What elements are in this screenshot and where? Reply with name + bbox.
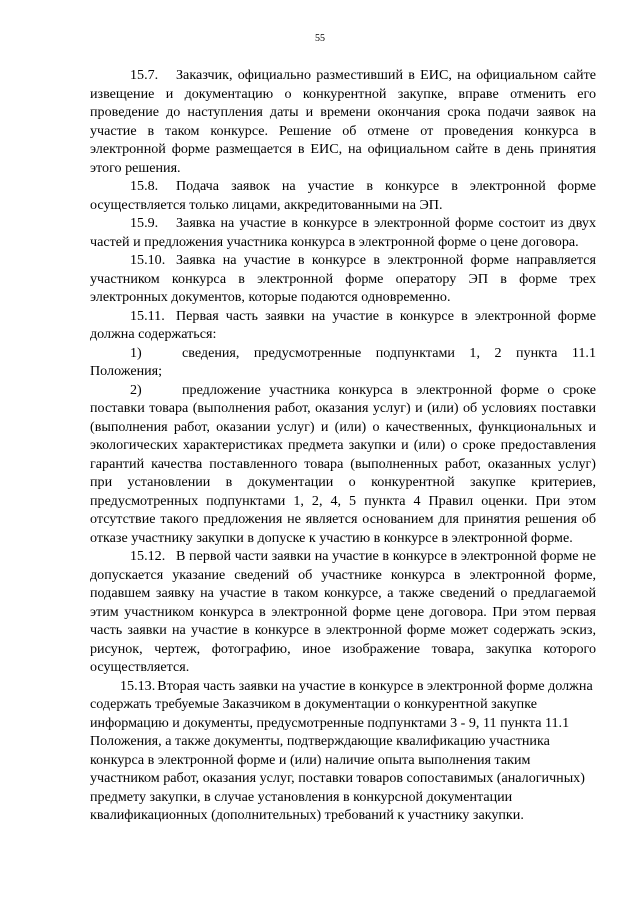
paragraph-15-7 xyxy=(90,66,596,177)
subitem-1 xyxy=(90,344,596,381)
paragraph-15-10 xyxy=(90,251,596,307)
paragraph-text: Заявка на участие в конкурсе в электронной форме состоит из двух частей и предложения участника конкурса в электронной форме о цене договора. xyxy=(90,215,596,250)
paragraph-text: Заявка на участие в конкурсе в электронной форме направляется участником конкурса в электронной форме оператору ЭП в форме трех электронных документов, которые подаются одновременно. xyxy=(90,252,596,305)
paragraph-text: Заказчик, официально разместивший в ЕИС, на официальном сайте извещение и документацию о конкурентной закупке, вправе отменить его проведение до наступления даты и времени окончания срока подачи заявок на участие в таком конкурсе. Решение об отмене от проведения конкурса в электронной форме размещается в ЕИС, на официальном сайте в день принятия этого решения. xyxy=(90,67,596,176)
subitem-number: 2) xyxy=(130,381,142,398)
paragraph-text: Первая часть заявки на участие в конкурсе в электронной форме должна содержаться: xyxy=(90,307,596,342)
paragraph-number: 15.10. xyxy=(130,252,166,268)
subitem-text: предложение участника конкурса в электронной форме о сроке поставки товара (выполнения работ, оказания услуг) и (или) об условиях поставки (выполнения работ, оказании услуг) и (или) о качественных, функциональных и экологических характеристиках предмета закупки и (или) о сроке предоставления гарантий качества поставленного товара (выполненных работ, оказанных услуг) при установлении в документации о конкурентной закупке критериев, предусмотренных подпунктами 1, 2, 4, 5 пункта 4 Правил оценки. При этом отсутствие такого предложения не является основанием для принятия решения об отказе участнику закупки в допуске к участию в конкурсе в электронной форме. xyxy=(90,381,596,546)
subitem-text: сведения, предусмотренные подпунктами 1, 2 пункта 11.1 Положения; xyxy=(90,344,596,379)
paragraph-text: Подача заявок на участие в конкурсе в электронной форме осуществляется только лицами, аккредитованными на ЭП. xyxy=(90,178,596,213)
subitem-number: 1) xyxy=(130,344,142,361)
paragraph-15-11 xyxy=(90,307,596,344)
paragraph-number: 15.9. xyxy=(130,215,159,231)
paragraph-15-9 xyxy=(90,214,596,251)
paragraph-number: 15.13. xyxy=(120,677,156,694)
paragraph-15-12 xyxy=(90,547,596,677)
subitem-2 xyxy=(90,381,596,548)
paragraph-number: 15.8. xyxy=(130,178,159,194)
paragraph-15-13 xyxy=(90,677,596,825)
document-body xyxy=(90,66,596,825)
paragraph-text: В первой части заявки на участие в конкурсе в электронной форме не допускается указание сведений об участнике конкурса в электронной форме, подавшем заявку на участие в таком конкурсе, а также сведений о предлагаемой этим участником конкурса в электронной форме цене договора. При этом первая часть заявки на участие в конкурсе в электронной форме может содержать эскиз, рисунок, чертеж, фотографию, иное изображение товара, закупка которого осуществляется. xyxy=(90,548,596,675)
paragraph-number: 15.12. xyxy=(130,548,166,564)
page-number: 55 xyxy=(315,33,325,44)
paragraph-number: 15.11. xyxy=(130,307,165,324)
paragraph-15-8 xyxy=(90,177,596,214)
paragraph-text: Вторая часть заявки на участие в конкурсе в электронной форме должна содержать требуемые Заказчиком в документации о конкурентной закупке информацию и документы, предусмотренные подпунктами 3 - 9, 11 пункта 11.1 Положения, а также документы, подтверждающие квалификацию участника конкурса в электронной форме и (или) наличие опыта выполнения таким участником работ, оказания услуг, поставки товаров сопоставимых (аналогичных) предмету закупки, в случае установления в конкурсной документации квалификационных (дополнительных) требований к участнику закупки. xyxy=(90,677,593,823)
paragraph-number: 15.7. xyxy=(130,67,159,83)
